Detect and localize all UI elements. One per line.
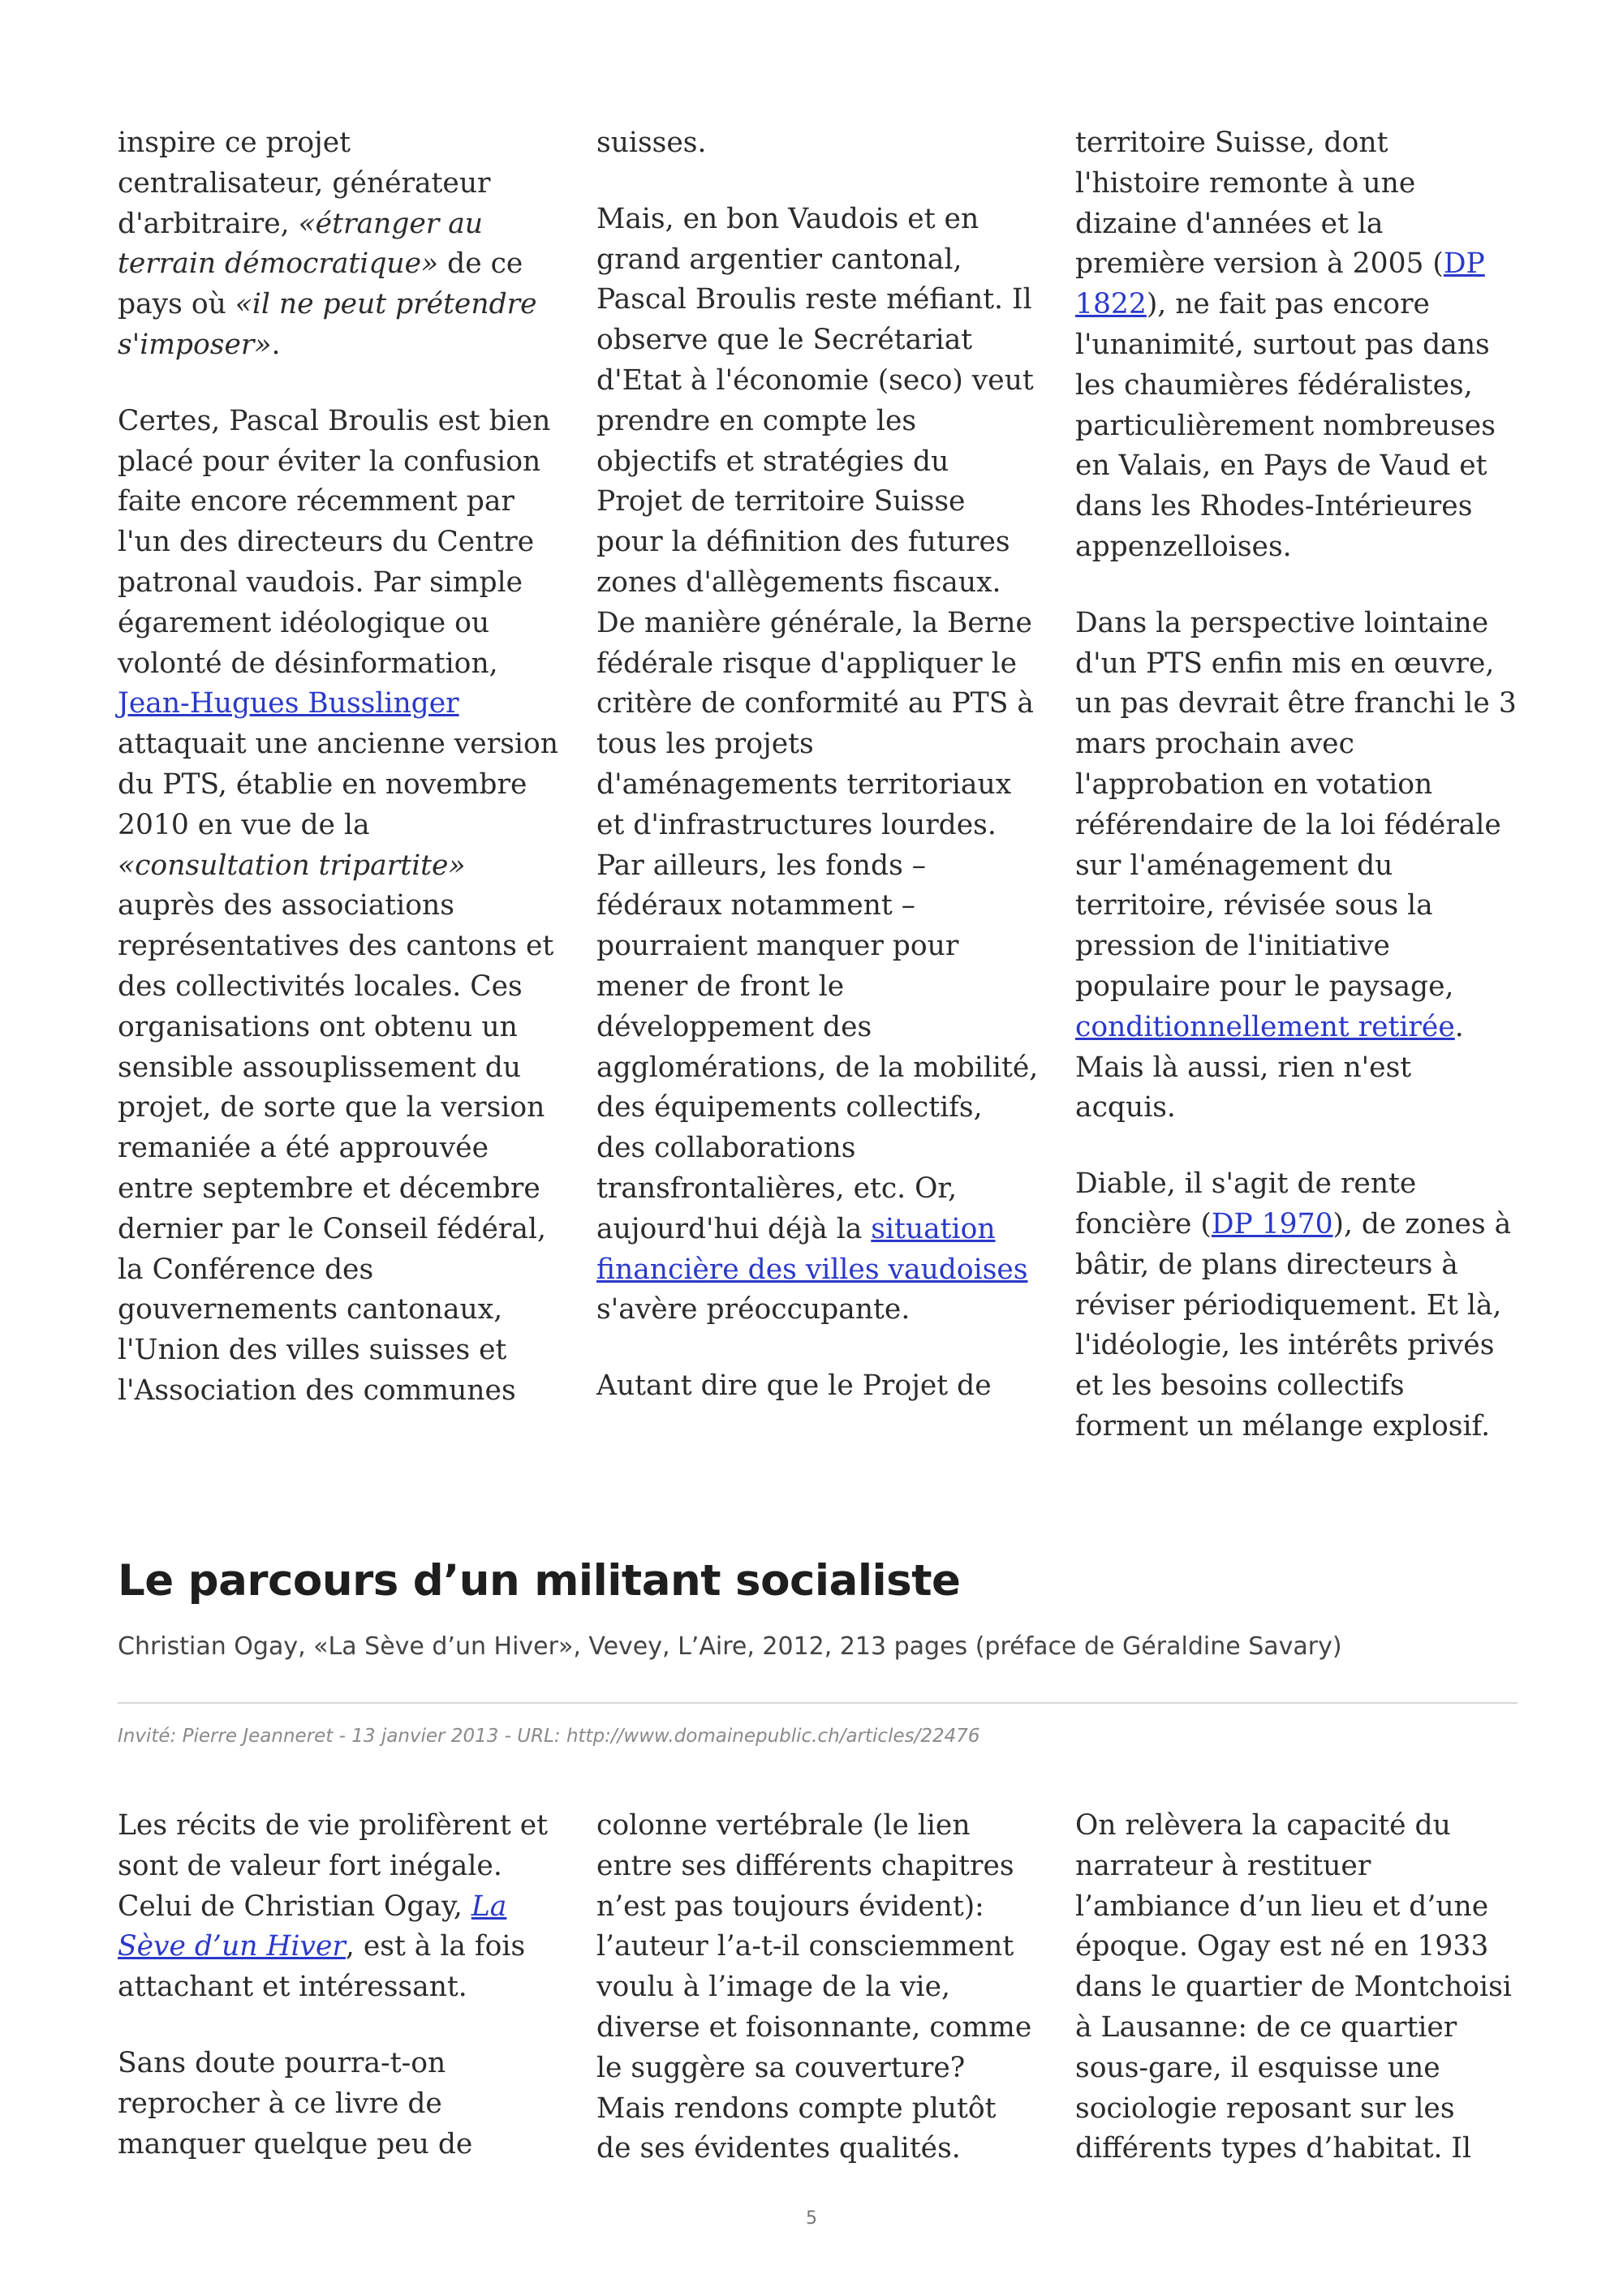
column-2 <box>596 1806 1039 2171</box>
paragraph <box>118 1806 560 2008</box>
page-number: 5 <box>806 2208 817 2229</box>
quote: «il ne peut prétendre s'imposer» <box>118 288 537 361</box>
article-title: Le parcours d’un militant socialiste <box>118 1556 961 1606</box>
text-span: auprès des associations représentatives des cantons et des collectivités locales. Ces organisations ont obtenu un sensible assouplissement du projet, de sorte que la version remaniée a été approuvée entre septembre et décembre dernier par le Conseil fédéral, la Conférence des gouvernements cantonaux, l'Union des villes suisses et l'Association des communes <box>118 889 554 1407</box>
link-dp-1970[interactable]: DP 1970 <box>1211 1207 1333 1240</box>
text-span: ), ne fait pas encore l'unanimité, surtout pas dans les chaumières fédéralistes, particulièrement nombreuses en Valais, en Pays de Vaud et dans les Rhodes-Intérieures appenzelloises. <box>1075 288 1496 563</box>
column-3 <box>1075 1806 1518 2171</box>
column-2 <box>596 123 1039 1403</box>
paragraph: suisses. <box>596 127 707 159</box>
text-span: Les récits de vie prolifèrent et sont de valeur fort inégale. Celui de Christian Ogay, <box>118 1809 549 1923</box>
link-dp-1822[interactable]: DP 1822 <box>1075 247 1485 321</box>
text-span: attaquait une ancienne version du PTS, établie en novembre 2010 en vue de la <box>118 728 558 841</box>
quote: «étranger au terrain démocratique» <box>118 207 483 281</box>
text-span: Mais, en bon Vaudois et en grand argentier cantonal, Pascal Broulis reste méfiant. Il observe que le Secrétariat d'Etat à l'économie (seco) veut prendre en compte les objectifs et stratégies du Projet de territoire Suisse pour la définition des futures zones d'allègements fiscaux. De manière générale, la Berne fédérale risque d'appliquer le critère de conformité au PTS à tous les projets d'aménagements territoriaux et d'infrastructures lourdes. Par ailleurs, les fonds – fédéraux notamment – pourraient manquer pour mener de front le développement des agglomérations, de la mobilité, des équipements collectifs, des collaborations transfrontalières, etc. Or, aujourd'hui déjà la <box>596 202 1039 1245</box>
paragraph <box>1075 123 1518 568</box>
bottom-article-columns <box>118 1806 1518 2171</box>
paragraph: colonne vertébrale (le lien entre ses différents chapitres n’est pas toujours évident): l’auteur l’a-t-il consciemment voulu à l’image de la vie, diverse et foisonnante, comme le suggère sa couverture? Mais rendons compte plutôt de ses évidentes qualités. <box>596 1809 1032 2165</box>
top-article-columns <box>118 123 1518 1443</box>
text-span: de ce pays où <box>118 247 523 321</box>
text-span: . Mais là aussi, rien n'est acquis. <box>1075 1010 1464 1124</box>
paragraph: Autant dire que le Projet de <box>596 1369 992 1403</box>
paragraph: Sans doute pourra-t-on reprocher à ce livre de manquer quelque peu de <box>118 2046 473 2161</box>
link-situation-financiere[interactable]: situation financière des villes vaudoises <box>596 1212 1028 1286</box>
paragraph <box>596 200 1039 1331</box>
quote: «consultation tripartite» <box>118 849 466 882</box>
text-span: Certes, Pascal Broulis est bien placé pour éviter la confusion faite encore récemment par l'un des directeurs du Centre patronal vaudois. Par simple égarement idéologique ou volonté de désinformation, <box>118 404 551 680</box>
text-span: Dans la perspective lointaine d'un PTS enfin mis en œuvre, un pas devrait être franchi le 3 mars prochain avec l'approbation en votation référendaire de la loi fédérale sur l'aménagement du territoire, révisée sous la pression de l'initiative populaire pour le paysage, <box>1075 606 1517 1003</box>
column-3 <box>1075 123 1518 1443</box>
link-la-seve-dun-hiver[interactable]: La Sève d’un Hiver <box>118 1890 507 1963</box>
text-span: ), de zones à bâtir, de plans directeurs à réviser périodiquement. Et là, l'idéologie, les intérêts privés et les besoins collectifs forment un mélange explosif. <box>1075 1207 1512 1443</box>
text-span: s'avère préoccupante. <box>596 1293 911 1326</box>
column-1 <box>118 123 560 1407</box>
text-span: , est à la fois attachant et intéressant. <box>118 1930 526 2004</box>
text-span: inspire ce projet centralisateur, générateur d'arbitraire, <box>118 127 491 240</box>
text-span: . <box>271 328 281 361</box>
link-jean-hugues-busslinger[interactable]: Jean-Hugues Busslinger <box>118 687 459 720</box>
text-span: Diable, il s'agit de rente foncière ( <box>1075 1167 1417 1240</box>
paragraph <box>118 402 560 1412</box>
paragraph: On relèvera la capacité du narrateur à restituer l’ambiance d’un lieu et d’une époque. Ogay est né en 1933 dans le quartier de Montchoisi à Lausanne: de ce quartier sous-gare, il esquisse une sociologie reposant sur les différents types d’habitat. Il <box>1075 1809 1512 2165</box>
article-subtitle: Christian Ogay, «La Sève d’un Hiver», Vevey, L’Aire, 2012, 213 pages (préface de Géraldine Savary) <box>118 1632 1342 1661</box>
article-meta: Invité: Pierre Jeanneret - 13 janvier 2013 - URL: http://www.domainepublic.ch/articles/22476 <box>118 1726 980 1747</box>
text-span: territoire Suisse, dont l'histoire remonte à une dizaine d'années et la première version à 2005 ( <box>1075 127 1444 281</box>
divider <box>118 1702 1518 1704</box>
paragraph <box>1075 1164 1518 1447</box>
column-1 <box>118 1806 560 2171</box>
paragraph <box>118 123 560 366</box>
link-conditionnellement-retiree[interactable]: conditionnellement retirée <box>1075 1010 1455 1043</box>
paragraph <box>1075 604 1518 1129</box>
